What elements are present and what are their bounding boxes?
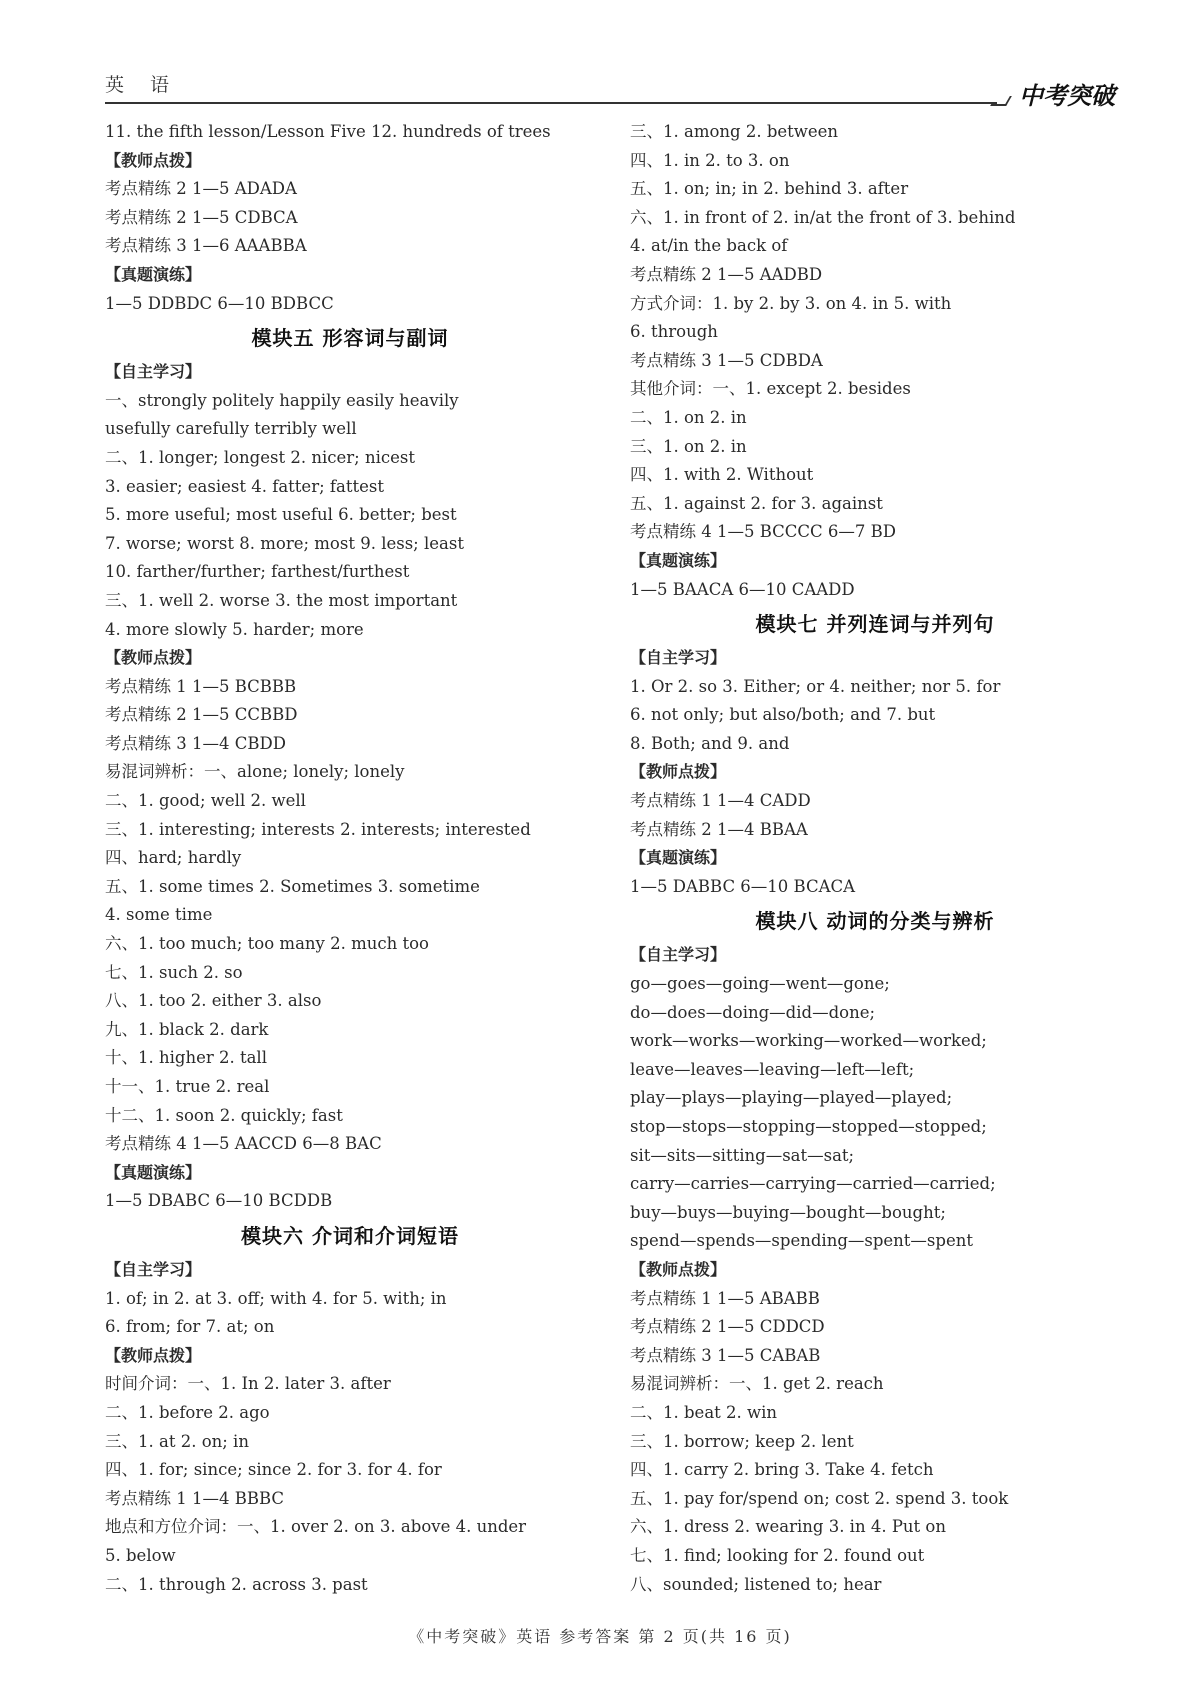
answer-line: 三、1. well 2. worse 3. the most important bbox=[105, 590, 458, 610]
answer-line: 4. at/in the back of bbox=[630, 236, 788, 256]
answer-line: 五、1. some times 2. Sometimes 3. sometime bbox=[105, 876, 480, 896]
answer-line: 四、1. carry 2. bring 3. Take 4. fetch bbox=[630, 1460, 934, 1480]
right-column bbox=[630, 118, 1120, 1599]
brand-title: 中考突破 bbox=[1019, 82, 1115, 110]
answer-line: 十二、1. soon 2. quickly; fast bbox=[105, 1105, 343, 1125]
answer-line: leave—leaves—leaving—left—left; bbox=[630, 1059, 915, 1079]
answer-line: 三、1. on 2. in bbox=[630, 436, 747, 456]
answer-line: go—goes—going—went—gone; bbox=[630, 974, 890, 994]
answer-line: 六、1. too much; too many 2. much too bbox=[105, 934, 429, 954]
answer-line: stop—stops—stopping—stopped—stopped; bbox=[630, 1117, 987, 1136]
section-heading: 【自主学习】 bbox=[105, 362, 202, 382]
answer-line: 5. more useful; most useful 6. better; best bbox=[105, 505, 457, 525]
answer-line: 方式介词：1. by 2. by 3. on 4. in 5. with bbox=[630, 293, 952, 313]
subject-label: 英 语 bbox=[105, 74, 180, 96]
answer-line: 1. Or 2. so 3. Either; or 4. neither; nor 5. for bbox=[630, 676, 1001, 696]
page-footer: 《中考突破》英语 参考答案 第 2 页(共 16 页) bbox=[408, 1627, 792, 1646]
answer-line: 二、1. longer; longest 2. nicer; nicest bbox=[105, 447, 415, 467]
header-rule-hook bbox=[990, 96, 1012, 106]
section-heading: 【教师点拨】 bbox=[105, 150, 202, 170]
answer-line: 考点精练 3 1—6 AAABBA bbox=[105, 236, 307, 256]
module-title: 模块五 形容词与副词 bbox=[251, 326, 449, 351]
answer-line: usefully carefully terribly well bbox=[105, 419, 357, 439]
answer-line: 6. through bbox=[630, 322, 718, 342]
answer-line: 二、1. before 2. ago bbox=[105, 1402, 270, 1422]
answer-line: 考点精练 1 1—5 BCBBB bbox=[105, 676, 297, 696]
section-heading: 【教师点拨】 bbox=[105, 1345, 202, 1365]
section-heading: 【自主学习】 bbox=[630, 945, 727, 965]
answer-line: 二、1. beat 2. win bbox=[630, 1402, 778, 1422]
answer-line: 11. the fifth lesson/Lesson Five 12. hundreds of trees bbox=[105, 122, 551, 141]
answer-line: 8. Both; and 9. and bbox=[630, 733, 790, 753]
answer-line: 三、1. borrow; keep 2. lent bbox=[630, 1431, 854, 1451]
answer-line: 1—5 DABBC 6—10 BCACA bbox=[630, 876, 856, 896]
section-heading: 【自主学习】 bbox=[105, 1259, 202, 1279]
module-title: 模块八 动词的分类与辨析 bbox=[755, 909, 995, 934]
answer-line: 四、1. for; since; since 2. for 3. for 4. for bbox=[105, 1460, 442, 1480]
answer-line: 考点精练 4 1—5 BCCCC 6—7 BD bbox=[630, 522, 896, 542]
answer-line: 二、1. on 2. in bbox=[630, 407, 747, 427]
answer-line: 二、1. through 2. across 3. past bbox=[105, 1574, 368, 1594]
answer-line: 十一、1. true 2. real bbox=[105, 1077, 270, 1096]
answer-line: 四、1. with 2. Without bbox=[630, 465, 814, 485]
answer-line: 六、1. in front of 2. in/at the front of 3. behind bbox=[630, 207, 1016, 227]
answer-line: 三、1. interesting; interests 2. interests; interested bbox=[105, 819, 531, 839]
answer-line: 考点精练 1 1—4 CADD bbox=[630, 791, 811, 811]
answer-line: 七、1. such 2. so bbox=[105, 962, 243, 982]
answer-line: 1—5 DDBDC 6—10 BDBCC bbox=[105, 293, 334, 313]
section-heading: 【真题演练】 bbox=[630, 550, 727, 570]
answer-line: 考点精练 3 1—4 CBDD bbox=[105, 733, 286, 753]
answer-line: 考点精练 3 1—5 CABAB bbox=[630, 1345, 821, 1365]
answer-line: 5. below bbox=[105, 1545, 176, 1565]
section-heading: 【真题演练】 bbox=[630, 848, 727, 868]
answer-line: 6. from; for 7. at; on bbox=[105, 1317, 275, 1337]
answer-line: 1—5 DBABC 6—10 BCDDB bbox=[105, 1191, 333, 1211]
answer-line: buy—buys—buying—bought—bought; bbox=[630, 1202, 946, 1222]
answer-line: 九、1. black 2. dark bbox=[105, 1019, 269, 1039]
answer-line: 三、1. among 2. between bbox=[630, 122, 839, 141]
answer-line: do—does—doing—did—done; bbox=[630, 1002, 876, 1022]
answer-line: 八、sounded; listened to; hear bbox=[630, 1574, 882, 1594]
header-rule bbox=[105, 102, 997, 104]
section-heading: 【教师点拨】 bbox=[630, 1259, 727, 1279]
answer-line: 易混词辨析：一、alone; lonely; lonely bbox=[105, 762, 405, 782]
answer-line: 考点精练 3 1—5 CDBDA bbox=[630, 350, 823, 370]
answer-line: 1. of; in 2. at 3. off; with 4. for 5. with; in bbox=[105, 1288, 447, 1308]
section-heading: 【自主学习】 bbox=[630, 648, 727, 668]
page-header bbox=[105, 62, 1115, 108]
answer-line: 3. easier; easiest 4. fatter; fattest bbox=[105, 476, 384, 496]
answer-line: 八、1. too 2. either 3. also bbox=[105, 991, 322, 1011]
module-title: 模块七 并列连词与并列句 bbox=[755, 612, 995, 637]
section-heading: 【真题演练】 bbox=[105, 1162, 202, 1182]
answer-line: 时间介词：一、1. In 2. later 3. after bbox=[105, 1374, 391, 1394]
answer-line: 1—5 BAACA 6—10 CAADD bbox=[630, 579, 855, 599]
answer-line: 7. worse; worst 8. more; most 9. less; least bbox=[105, 533, 464, 553]
section-heading: 【教师点拨】 bbox=[105, 648, 202, 668]
section-heading: 【真题演练】 bbox=[105, 264, 202, 284]
answer-line: 其他介词：一、1. except 2. besides bbox=[630, 379, 911, 399]
answer-line: 五、1. pay for/spend on; cost 2. spend 3. took bbox=[630, 1488, 1009, 1508]
answer-line: 五、1. against 2. for 3. against bbox=[630, 493, 883, 513]
answer-line: 七、1. find; looking for 2. found out bbox=[630, 1545, 925, 1565]
answer-line: sit—sits—sitting—sat—sat; bbox=[630, 1145, 855, 1165]
answer-line: work—works—working—worked—worked; bbox=[630, 1031, 987, 1051]
answer-line: 考点精练 2 1—5 AADBD bbox=[630, 264, 823, 284]
answer-line: 四、hard; hardly bbox=[105, 848, 242, 868]
answer-line: 4. more slowly 5. harder; more bbox=[105, 619, 364, 639]
answer-line: 四、1. in 2. to 3. on bbox=[630, 150, 790, 170]
answer-line: carry—carries—carrying—carried—carried; bbox=[630, 1174, 996, 1194]
answer-line: 十、1. higher 2. tall bbox=[105, 1048, 267, 1068]
answer-line: 考点精练 1 1—5 ABABB bbox=[630, 1288, 820, 1308]
left-column bbox=[105, 118, 595, 1599]
answer-line: 10. farther/further; farthest/furthest bbox=[105, 562, 410, 582]
answer-line: play—plays—playing—played—played; bbox=[630, 1088, 953, 1108]
answer-line: 考点精练 2 1—5 CDDCD bbox=[630, 1317, 825, 1337]
answer-line: 地点和方位介词：一、1. over 2. on 3. above 4. under bbox=[105, 1517, 527, 1537]
answer-line: 6. not only; but also/both; and 7. but bbox=[630, 705, 936, 725]
answer-line: 4. some time bbox=[105, 905, 213, 925]
answer-line: 考点精练 2 1—5 CDBCA bbox=[105, 207, 298, 227]
module-title: 模块六 介词和介词短语 bbox=[241, 1223, 459, 1248]
section-heading: 【教师点拨】 bbox=[630, 762, 727, 782]
answer-line: 考点精练 4 1—5 AACCD 6—8 BAC bbox=[105, 1134, 382, 1154]
answer-line: 五、1. on; in; in 2. behind 3. after bbox=[630, 179, 909, 199]
answer-line: 考点精练 1 1—4 BBBC bbox=[105, 1488, 285, 1508]
answer-line: 一、strongly politely happily easily heavily bbox=[105, 390, 459, 410]
answer-line: 考点精练 2 1—5 CCBBD bbox=[105, 705, 298, 725]
answer-line: 易混词辨析：一、1. get 2. reach bbox=[630, 1374, 884, 1394]
answer-line: 三、1. at 2. on; in bbox=[105, 1431, 249, 1451]
answer-line: 六、1. dress 2. wearing 3. in 4. Put on bbox=[630, 1517, 946, 1537]
answer-line: spend—spends—spending—spent—spent bbox=[630, 1231, 973, 1251]
answer-line: 考点精练 2 1—5 ADADA bbox=[105, 179, 297, 199]
answer-line: 二、1. good; well 2. well bbox=[105, 791, 306, 811]
answer-line: 考点精练 2 1—4 BBAA bbox=[630, 819, 808, 839]
